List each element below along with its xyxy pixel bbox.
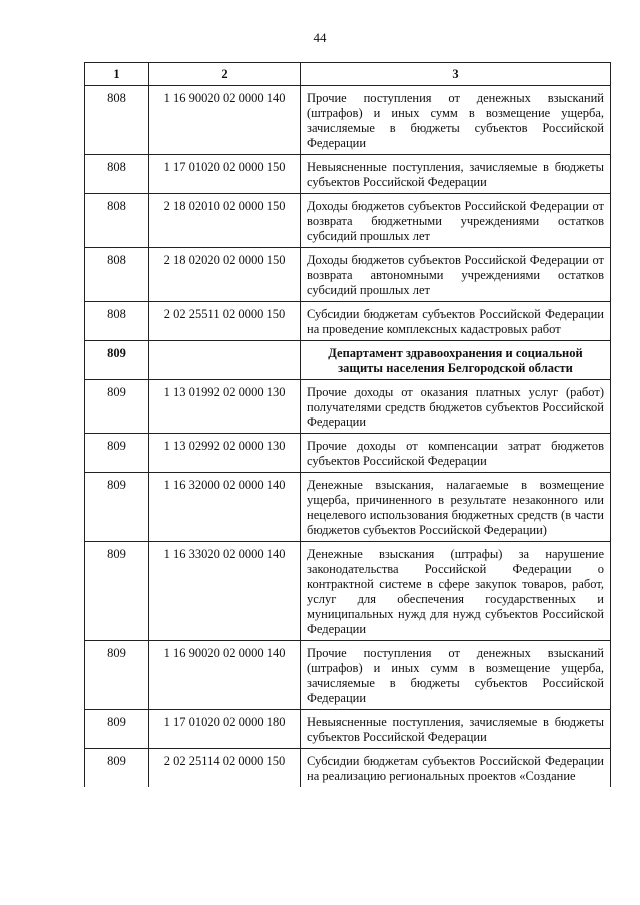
revenue-code-cell: 1 13 01992 02 0000 130 (149, 380, 301, 434)
revenue-name-cell: Доходы бюджетов субъектов Российской Федерации от возврата бюджетными учреждениями остатков субсидий прошлых лет (301, 194, 611, 248)
revenue-name-cell: Денежные взыскания, налагаемые в возмещение ущерба, причиненного в результате незаконного или нецелевого использования бюджетных средств (в части бюджетов субъектов Российской Федерации) (301, 473, 611, 542)
department-heading-row (85, 341, 611, 380)
admin-code-cell: 809 (85, 710, 149, 749)
revenue-code-cell: 2 02 25114 02 0000 150 (149, 749, 301, 788)
table-row (85, 380, 611, 434)
department-name-cell: Департамент здравоохранения и социальной защиты населения Белгородской области (301, 341, 611, 380)
revenue-name-cell: Прочие поступления от денежных взысканий (штрафов) и иных сумм в возмещение ущерба, зачисляемые в бюджеты субъектов Российской Федерации (301, 641, 611, 710)
revenue-name-cell: Денежные взыскания (штрафы) за нарушение законодательства Российской Федерации о контрактной системе в сфере закупок товаров, работ, услуг для обеспечения государственных и муниципальных нужд для нужд субъектов Российской Федерации (301, 542, 611, 641)
revenue-name-cell: Невыясненные поступления, зачисляемые в бюджеты субъектов Российской Федерации (301, 155, 611, 194)
admin-code-cell: 809 (85, 434, 149, 473)
admin-code-cell: 808 (85, 194, 149, 248)
column-header-3: 3 (301, 63, 611, 86)
revenue-code-cell: 2 18 02020 02 0000 150 (149, 248, 301, 302)
table-row (85, 641, 611, 710)
admin-code-cell: 808 (85, 302, 149, 341)
revenue-name-cell: Прочие доходы от оказания платных услуг (работ) получателями средств бюджетов субъектов Российской Федерации (301, 380, 611, 434)
table-row (85, 302, 611, 341)
revenue-code-cell (149, 341, 301, 380)
admin-code-cell: 809 (85, 542, 149, 641)
revenue-name-cell: Субсидии бюджетам субъектов Российской Федерации на проведение комплексных кадастровых работ (301, 302, 611, 341)
revenue-name-cell: Невыясненные поступления, зачисляемые в бюджеты субъектов Российской Федерации (301, 710, 611, 749)
revenue-code-cell: 2 02 25511 02 0000 150 (149, 302, 301, 341)
revenue-code-cell: 1 16 90020 02 0000 140 (149, 86, 301, 155)
revenue-code-cell: 1 13 02992 02 0000 130 (149, 434, 301, 473)
table-row (85, 86, 611, 155)
revenue-name-cell: Прочие доходы от компенсации затрат бюджетов субъектов Российской Федерации (301, 434, 611, 473)
admin-code-cell: 809 (85, 473, 149, 542)
admin-code-cell: 809 (85, 341, 149, 380)
admin-code-cell: 808 (85, 248, 149, 302)
admin-code-cell: 808 (85, 155, 149, 194)
table-row (85, 542, 611, 641)
table-row (85, 749, 611, 788)
revenue-code-cell: 2 18 02010 02 0000 150 (149, 194, 301, 248)
revenue-name-cell: Прочие поступления от денежных взысканий (штрафов) и иных сумм в возмещение ущерба, зачисляемые в бюджеты субъектов Российской Федерации (301, 86, 611, 155)
table-row (85, 194, 611, 248)
admin-code-cell: 809 (85, 749, 149, 788)
table-row (85, 434, 611, 473)
table-row (85, 473, 611, 542)
revenue-code-cell: 1 16 90020 02 0000 140 (149, 641, 301, 710)
revenue-name-cell: Доходы бюджетов субъектов Российской Федерации от возврата автономными учреждениями остатков субсидий прошлых лет (301, 248, 611, 302)
table-row (85, 248, 611, 302)
admin-code-cell: 809 (85, 641, 149, 710)
column-header-1: 1 (85, 63, 149, 86)
column-header-2: 2 (149, 63, 301, 86)
page-number: 44 (313, 30, 327, 45)
revenue-code-cell: 1 17 01020 02 0000 150 (149, 155, 301, 194)
revenue-code-cell: 1 16 33020 02 0000 140 (149, 542, 301, 641)
admin-code-cell: 809 (85, 380, 149, 434)
admin-code-cell: 808 (85, 86, 149, 155)
revenue-code-cell: 1 16 32000 02 0000 140 (149, 473, 301, 542)
revenue-name-cell: Субсидии бюджетам субъектов Российской Федерации на реализацию региональных проектов «Создание (301, 749, 611, 788)
revenue-code-cell: 1 17 01020 02 0000 180 (149, 710, 301, 749)
table-row (85, 710, 611, 749)
revenue-codes-table (84, 62, 611, 787)
table-header-row (85, 63, 611, 86)
table-row (85, 155, 611, 194)
